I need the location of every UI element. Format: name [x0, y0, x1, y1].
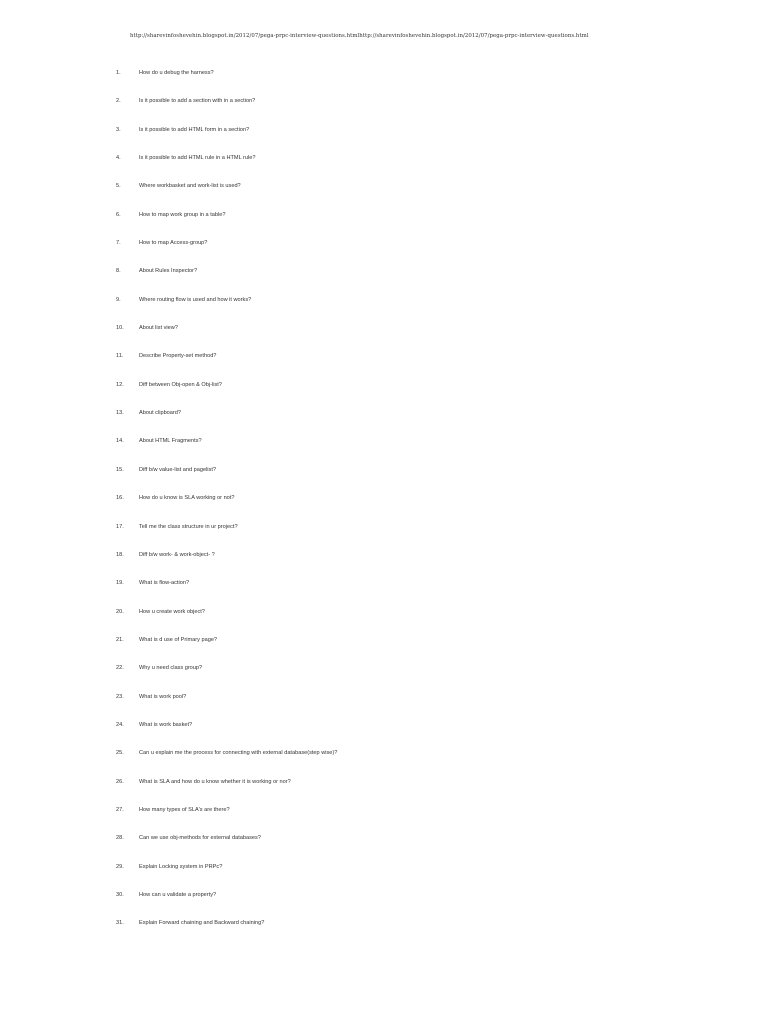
question-item	[0, 694, 768, 722]
question-text: Diff b/w work- & work-object- ?	[139, 551, 215, 558]
question-item	[0, 155, 768, 183]
question-number: 18.	[116, 551, 124, 558]
question-number: 31.	[116, 920, 124, 927]
question-item	[0, 637, 768, 665]
question-text: How to map Access-group?	[139, 240, 208, 247]
question-number: 4.	[116, 155, 121, 162]
question-item	[0, 240, 768, 268]
question-item	[0, 524, 768, 552]
question-number: 27.	[116, 806, 124, 813]
question-number: 16.	[116, 495, 124, 502]
question-text: Is it possible to add HTML form in a section?	[139, 126, 250, 133]
question-number: 29.	[116, 863, 124, 870]
question-text: How do u know is SLA working or not?	[139, 495, 235, 502]
question-number: 21.	[116, 636, 124, 643]
question-text: What is work pool?	[139, 693, 187, 700]
question-item	[0, 779, 768, 807]
question-item	[0, 382, 768, 410]
question-number: 23.	[116, 693, 124, 700]
question-item	[0, 268, 768, 296]
question-item	[0, 609, 768, 637]
question-text: How many types of SLA's are there?	[139, 806, 230, 813]
question-item	[0, 212, 768, 240]
question-text: Explain Locking system in PRPc?	[139, 863, 223, 870]
question-text: How to map work group in a table?	[139, 211, 226, 218]
question-item	[0, 495, 768, 523]
question-text: Explain Forward chaining and Backward chaining?	[139, 920, 265, 927]
question-text: About list view?	[139, 325, 178, 332]
question-number: 24.	[116, 721, 124, 728]
question-item	[0, 807, 768, 835]
question-number: 10.	[116, 325, 124, 332]
question-text: How do u debug the harness?	[139, 70, 214, 76]
question-number: 2.	[116, 98, 121, 105]
question-item	[0, 325, 768, 353]
question-number: 19.	[116, 580, 124, 587]
question-text: What is work basket?	[139, 721, 193, 728]
question-text: Diff between Obj-open & Obj-list?	[139, 381, 222, 388]
question-item	[0, 353, 768, 381]
question-number: 12.	[116, 381, 124, 388]
question-item	[0, 183, 768, 211]
header-url-text: http://sharevinfoshevehin.blogspot.in/2012/07/pega-prpc-interview-questions.htmlhttp://sharevinfoshevehin.blogspot.in/2012/07/pega-prpc-interview-questions.html	[130, 33, 589, 39]
question-item	[0, 467, 768, 495]
question-item	[0, 98, 768, 126]
question-text: About Rules Inspector?	[139, 268, 198, 275]
question-item	[0, 920, 768, 948]
question-number: 6.	[116, 211, 121, 218]
question-number: 9.	[116, 296, 121, 303]
question-number: 1.	[116, 70, 121, 76]
question-text: What is SLA and how do u know whether it is working or nor?	[139, 778, 291, 785]
question-text: How u create work object?	[139, 608, 205, 615]
question-text: Can u explain me the process for connecting with external database(step wise)?	[139, 750, 338, 757]
question-text: Why u need class group?	[139, 665, 203, 672]
question-text: Tell me the class structure in ur project?	[139, 523, 238, 530]
question-item	[0, 892, 768, 920]
question-text: What is flow-action?	[139, 580, 190, 587]
question-item	[0, 864, 768, 892]
question-number: 7.	[116, 240, 121, 247]
question-item	[0, 127, 768, 155]
question-text: Diff b/w value-list and pagelist?	[139, 466, 217, 473]
question-item	[0, 297, 768, 325]
question-text: Where routing flow is used and how it works?	[139, 296, 252, 303]
question-text: About clipboard?	[139, 410, 181, 417]
question-number: 8.	[116, 268, 121, 275]
question-text: Can we use obj-methods for external databases?	[139, 835, 261, 842]
question-list	[0, 70, 768, 949]
question-text: About HTML Fragments?	[139, 438, 202, 445]
question-number: 14.	[116, 438, 124, 445]
question-number: 15.	[116, 466, 124, 473]
question-number: 22.	[116, 665, 124, 672]
question-text: Describe Property-set method?	[139, 353, 217, 360]
question-number: 17.	[116, 523, 124, 530]
question-text: Is it possible to add a section with in a section?	[139, 98, 256, 105]
question-number: 11.	[116, 353, 124, 360]
question-text: Where workbasket and work-list is used?	[139, 183, 241, 190]
question-number: 28.	[116, 835, 124, 842]
question-number: 20.	[116, 608, 124, 615]
question-number: 13.	[116, 410, 124, 417]
question-number: 26.	[116, 778, 124, 785]
question-text: What is d use of Primary page?	[139, 636, 218, 643]
question-item	[0, 750, 768, 778]
question-item	[0, 665, 768, 693]
question-item	[0, 410, 768, 438]
question-item	[0, 70, 768, 98]
question-number: 3.	[116, 126, 121, 133]
question-number: 5.	[116, 183, 121, 190]
question-item	[0, 580, 768, 608]
question-item	[0, 552, 768, 580]
question-number: 30.	[116, 891, 124, 898]
question-item	[0, 438, 768, 466]
question-text: How can u validate a property?	[139, 891, 217, 898]
question-item	[0, 722, 768, 750]
question-item	[0, 835, 768, 863]
question-text: Is it possible to add HTML rule in a HTML rule?	[139, 155, 256, 162]
question-number: 25.	[116, 750, 124, 757]
